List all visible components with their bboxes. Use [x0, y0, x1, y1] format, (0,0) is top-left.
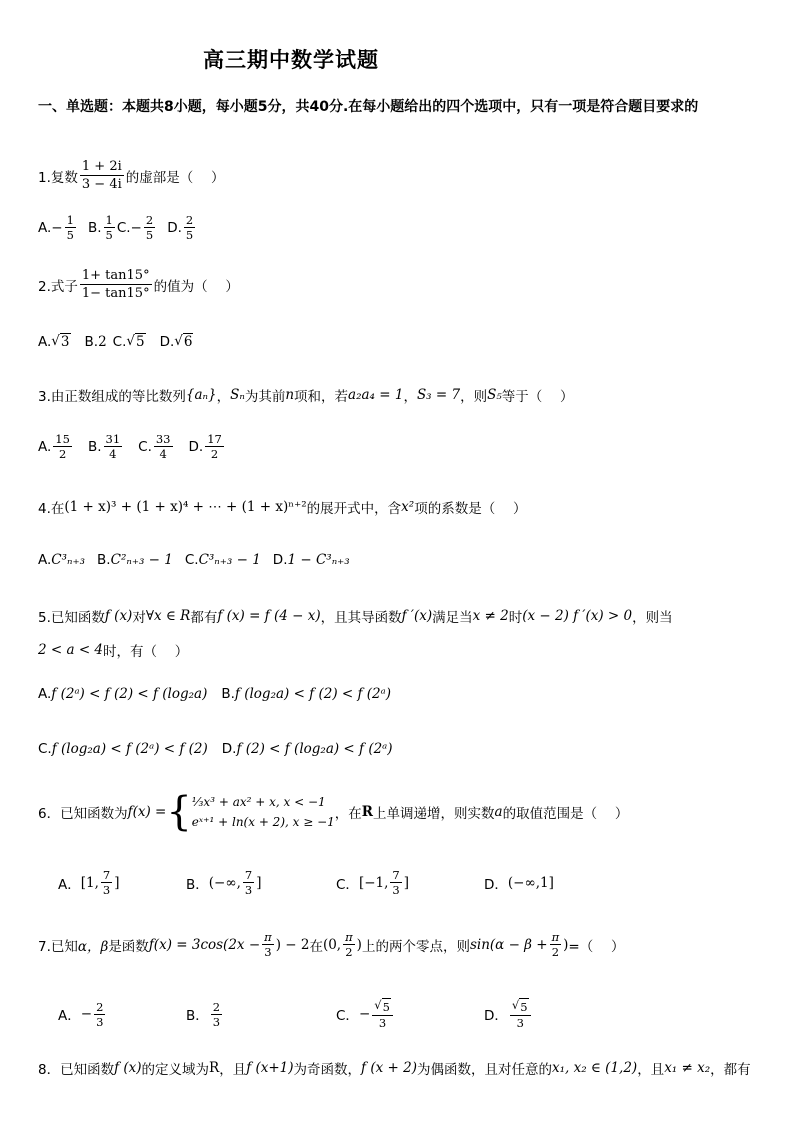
- q1-fraction: [80, 158, 124, 193]
- q5-option-a[interactable]: [38, 686, 207, 702]
- q3-sequence: {aₙ}: [185, 387, 217, 403]
- option-sign: −: [80, 1006, 93, 1022]
- q6-option-b[interactable]: [186, 868, 326, 897]
- frac-num: [372, 998, 393, 1016]
- q8-text: ，且: [219, 1062, 247, 1078]
- question-6: [38, 789, 629, 835]
- frac-den: 3: [96, 1014, 104, 1029]
- question-5: [38, 606, 673, 626]
- q3-n: n: [285, 387, 295, 403]
- option-fraction: [243, 868, 254, 897]
- q8-text: 的定义域为: [141, 1062, 210, 1078]
- option-label: D．: [484, 876, 508, 893]
- q5-forall: ∀x ∈ R: [145, 608, 191, 624]
- q7-text: 7.已知: [38, 938, 78, 955]
- q3-option-d[interactable]: [189, 432, 226, 461]
- q2-options: [38, 333, 203, 350]
- q5-option-b[interactable]: [221, 686, 391, 702]
- q6-a: a: [494, 804, 503, 820]
- frac-den: 3: [102, 883, 111, 897]
- q3-text: 3.由正数组成的等比数列: [38, 389, 186, 405]
- option-label: D.: [188, 438, 204, 455]
- radicand: 5: [135, 334, 145, 350]
- sqrt-symbol: √ 6: [174, 333, 193, 350]
- q4-option-c[interactable]: [185, 552, 261, 568]
- q1-option-d[interactable]: [167, 213, 197, 242]
- radicand: 3: [60, 334, 70, 350]
- frac-den: 3: [392, 883, 400, 897]
- q8-x-interval: x₁, x₂ ∈ (1,2): [551, 1060, 638, 1076]
- option-label: B.: [87, 219, 102, 236]
- q7-text: =（ ）: [568, 938, 625, 955]
- frac-num: π: [264, 930, 272, 944]
- sqrt-symbol: √ 5: [126, 333, 145, 350]
- q6-fx: f(x) =: [127, 804, 167, 820]
- question-3: [38, 385, 574, 405]
- q8-f-shift-1: f (x+1): [246, 1060, 294, 1076]
- option-fraction: [205, 432, 224, 461]
- option-label: C.: [184, 552, 199, 568]
- frac-den: 3: [244, 883, 253, 897]
- frac-den: 5: [185, 228, 194, 242]
- frac-num: 1: [66, 213, 74, 227]
- q3-s5: S₅: [487, 387, 502, 403]
- radicand: 6: [183, 334, 193, 350]
- option-label: D.: [221, 741, 237, 757]
- q2-option-b[interactable]: [85, 334, 107, 350]
- q8-f-shift-2: f (x + 2): [361, 1060, 417, 1076]
- q3-sn: Sₙ: [230, 387, 245, 403]
- option-value: ]: [256, 874, 262, 891]
- q7-interval: ): [356, 936, 362, 953]
- q8-R: R: [209, 1060, 220, 1076]
- q5-text: 时，有（ ）: [103, 644, 189, 660]
- q5-fx: f (x): [104, 608, 133, 624]
- q3-option-c[interactable]: [138, 432, 174, 461]
- option-fraction: [390, 868, 401, 897]
- frac-den: 3: [516, 1016, 524, 1030]
- q6-option-a[interactable]: [58, 868, 176, 897]
- question-2: [38, 267, 239, 302]
- frac-num: 15: [55, 432, 70, 446]
- frac-den: 4: [159, 447, 167, 461]
- sqrt-symbol: √ 3: [51, 333, 70, 350]
- q1-frac-num: 1 + 2i: [81, 159, 122, 174]
- q6-case-2: eˣ⁺¹ + ln(x + 2), x ≥ −1: [191, 815, 335, 829]
- q8-text: ，都有: [710, 1062, 751, 1078]
- q6-text: ，在: [334, 806, 362, 822]
- q8-fx: f (x): [114, 1060, 142, 1076]
- question-7: [38, 930, 625, 959]
- frac-den: 3: [378, 1016, 387, 1030]
- q6-option-d[interactable]: [484, 873, 554, 893]
- q3-option-a[interactable]: [38, 432, 74, 461]
- radicand: 5: [520, 1000, 528, 1014]
- q7-option-a[interactable]: [58, 1000, 176, 1029]
- q5-range: 2 < a < 4: [38, 642, 104, 658]
- option-fraction: [510, 998, 531, 1030]
- option-label: B．: [186, 1008, 209, 1024]
- option-label: C．: [336, 1008, 359, 1024]
- option-value: [1,: [80, 874, 99, 891]
- option-label: A.: [38, 219, 52, 236]
- option-value: (−∞,: [208, 874, 241, 891]
- q7-text: 是函数: [108, 938, 149, 955]
- q6-case-1: ⅓x³ + ax² + x, x < −1: [191, 795, 326, 809]
- option-label: C.: [112, 333, 127, 350]
- option-value: f (log₂a) < f (2) < f (2ᵃ): [234, 686, 391, 702]
- frac-den: 5: [105, 228, 113, 242]
- question-5-cont: [38, 640, 188, 660]
- frac-num: π: [345, 930, 353, 944]
- frac-num: 7: [102, 868, 111, 882]
- q7-interval: (0,: [322, 936, 342, 953]
- option-label: C．: [336, 876, 359, 893]
- q5-derivative: f ′(x): [401, 608, 433, 624]
- option-fraction: [94, 1000, 105, 1029]
- q7-text: 在: [309, 938, 323, 955]
- q7-option-d[interactable]: [484, 998, 533, 1030]
- question-4: [38, 497, 527, 517]
- option-fraction: [184, 213, 195, 242]
- q5-condition: x ≠ 2: [472, 608, 509, 624]
- q1-frac-den: 3 − 4i: [81, 177, 122, 192]
- option-value: [−1,: [358, 874, 389, 891]
- option-label: D.: [167, 219, 182, 236]
- frac-num: [510, 998, 531, 1016]
- q2-suffix: 的值为（ ）: [153, 278, 239, 295]
- q2-option-d[interactable]: [160, 333, 194, 350]
- q7-option-c[interactable]: [336, 998, 474, 1030]
- question-8: [38, 1058, 751, 1078]
- q4-option-a[interactable]: [38, 552, 85, 568]
- option-value: (−∞,1]: [507, 874, 554, 891]
- q2-frac-den: 1− tan15°: [81, 286, 150, 301]
- frac-den: 5: [145, 228, 154, 242]
- q4-option-b[interactable]: [97, 552, 173, 568]
- frac-den: 3: [264, 945, 272, 959]
- option-fraction: [53, 432, 72, 461]
- q5-equation: f (x) = f (4 − x): [217, 608, 321, 624]
- option-value: ]: [403, 874, 410, 891]
- q7-sin: sin(α − β +: [469, 936, 548, 953]
- q7-fx-tail: ) − 2: [275, 936, 310, 953]
- q7-options: [58, 998, 543, 1030]
- option-fraction: [372, 998, 393, 1030]
- q1-option-a[interactable]: [38, 213, 78, 242]
- frac-den: 2: [210, 447, 219, 461]
- q2-option-a[interactable]: [38, 333, 71, 350]
- option-fraction: [65, 213, 76, 242]
- frac-num: π: [551, 930, 560, 944]
- q4-expression: (1 + x)³ + (1 + x)⁴ + ⋯ + (1 + x)ⁿ⁺²: [64, 499, 307, 515]
- option-fraction: [144, 213, 155, 242]
- frac-num: 2: [145, 213, 154, 227]
- frac-num: 2: [185, 213, 194, 227]
- frac-num: 2: [96, 999, 104, 1014]
- option-fraction: [154, 432, 173, 461]
- q8-text: ，且: [637, 1062, 665, 1078]
- option-sign: −: [130, 219, 142, 236]
- option-label: A.: [38, 333, 52, 350]
- option-label: D．: [484, 1008, 508, 1024]
- q7-pi-over-3: [262, 930, 274, 959]
- option-label: D.: [159, 333, 175, 350]
- q3-text: 项和，若: [294, 389, 349, 405]
- frac-num: 33: [155, 432, 171, 446]
- sqrt-symbol: √ 5: [511, 998, 528, 1014]
- option-label: D.: [272, 552, 288, 568]
- frac-num: 7: [244, 868, 253, 882]
- q3-condition-1: a₂a₄ = 1: [348, 387, 404, 403]
- q6-text: 上单调递增，则实数: [373, 806, 495, 822]
- q4-text: 4.在: [38, 501, 65, 517]
- option-fraction: [101, 868, 112, 897]
- q3-option-b[interactable]: [88, 432, 124, 461]
- q8-text: 为奇函数，: [293, 1062, 362, 1078]
- q6-text: 的取值范围是（ ）: [502, 806, 629, 822]
- q1-option-c[interactable]: [117, 213, 157, 242]
- q2-fraction: [80, 267, 152, 302]
- q7-pi-over-2: [343, 930, 355, 959]
- option-label: A.: [38, 686, 52, 702]
- q1-suffix: 的虚部是（ ）: [125, 169, 225, 186]
- q2-frac-num: 1+ tan15°: [81, 268, 150, 283]
- q1-options: [38, 213, 207, 242]
- q6-options: [58, 868, 564, 897]
- q7-fx: f(x) = 3cos(2x −: [148, 936, 261, 953]
- q5-text: 都有: [190, 610, 218, 626]
- option-value: C³ₙ₊₃: [51, 552, 86, 568]
- frac-num: 7: [392, 868, 400, 882]
- q5-text: 5.已知函数: [38, 610, 105, 626]
- q4-text: 项的系数是（ ）: [414, 501, 527, 517]
- option-value: 2: [98, 333, 107, 350]
- sqrt-symbol: √ 5: [374, 998, 390, 1014]
- q7-text: 上的两个零点，则: [361, 938, 470, 955]
- frac-den: 2: [58, 447, 67, 461]
- frac-den: 2: [551, 945, 560, 959]
- q3-text: ，: [216, 389, 231, 405]
- q8-text: 8．已知函数: [38, 1062, 115, 1078]
- q4-options: [38, 552, 360, 568]
- option-label: B.: [97, 552, 111, 568]
- option-value: f (log₂a) < f (2ᵃ) < f (2): [51, 741, 208, 757]
- option-label: B．: [186, 876, 209, 893]
- q6-R: R: [361, 804, 374, 820]
- option-value: ]: [114, 874, 120, 891]
- option-fraction: [104, 213, 115, 242]
- q5-text: 满足当: [432, 610, 473, 626]
- q3-condition-2: S₃ = 7: [416, 387, 461, 403]
- q8-x-neq: x₁ ≠ x₂: [664, 1060, 711, 1076]
- option-label: C.: [38, 741, 52, 757]
- option-label: A.: [38, 552, 52, 568]
- frac-den: 5: [66, 228, 74, 242]
- frac-num: 17: [207, 432, 222, 446]
- frac-den: 4: [109, 447, 117, 461]
- q3-text: ，则: [460, 389, 488, 405]
- option-label: C.: [138, 438, 152, 455]
- frac-num: 1: [105, 213, 113, 227]
- option-value: f (2ᵃ) < f (2) < f (log₂a): [51, 686, 208, 702]
- option-value: 1 − C³ₙ₊₃: [287, 552, 350, 568]
- q3-text: 等于（ ）: [501, 389, 574, 405]
- q7-sin: ): [563, 936, 569, 953]
- q5-options-row-1: [38, 686, 401, 702]
- q6-text: 6．已知函数为: [38, 806, 128, 822]
- radicand: 5: [382, 1000, 390, 1014]
- q3-text: ，: [403, 389, 417, 405]
- section-heading: 一、单选题：本题共8小题，每小题5分，共40分.在每小题给出的四个选项中，只有一项是符合题目要求的: [38, 99, 699, 115]
- left-brace: {: [166, 789, 192, 835]
- option-fraction: [104, 432, 123, 461]
- q5-text: ，且其导函数: [320, 610, 402, 626]
- q1-prefix: 1.复数: [38, 169, 78, 186]
- q2-option-c[interactable]: [113, 333, 146, 350]
- q7-pi-over-2b: [550, 930, 562, 959]
- q7-alpha-beta: α，β: [77, 938, 109, 955]
- q8-text: 为偶函数，且对任意的: [416, 1062, 552, 1078]
- frac-den: 2: [345, 945, 353, 959]
- option-label: A．: [58, 1008, 81, 1024]
- frac-den: 3: [212, 1014, 221, 1029]
- q3-text: 为其前: [244, 389, 286, 405]
- option-label: A．: [58, 876, 81, 893]
- q5-option-d[interactable]: [222, 741, 393, 757]
- frac-num: 2: [212, 999, 221, 1014]
- option-label: C.: [116, 219, 131, 236]
- q5-text: 时: [508, 610, 523, 626]
- option-value: C²ₙ₊₃ − 1: [110, 552, 173, 568]
- q5-inequality: (x − 2) f ′(x) > 0: [522, 608, 633, 624]
- option-label: B.: [84, 333, 99, 350]
- q4-text: 的展开式中，含: [306, 501, 402, 517]
- q6-piecewise: [192, 792, 335, 832]
- q7-option-b[interactable]: [186, 1000, 326, 1029]
- q5-text: 对: [132, 610, 146, 626]
- q5-text: ，则当: [632, 610, 673, 626]
- option-value: C³ₙ₊₃ − 1: [198, 552, 261, 568]
- q3-options: [38, 432, 236, 461]
- option-sign: −: [51, 219, 63, 236]
- option-value: f (2) < f (log₂a) < f (2ᵃ): [236, 741, 393, 757]
- q2-prefix: 2.式子: [38, 278, 78, 295]
- q6-option-c[interactable]: [336, 868, 474, 897]
- option-label: A.: [38, 438, 52, 455]
- page-title: 高三期中数学试题: [203, 48, 379, 72]
- q1-option-b[interactable]: [88, 213, 117, 242]
- option-fraction: [211, 1000, 222, 1029]
- q4-x-squared: x²: [401, 499, 415, 515]
- option-label: B.: [87, 438, 102, 455]
- option-sign: −: [358, 1006, 371, 1022]
- question-1: [38, 158, 225, 193]
- option-label: B.: [221, 686, 235, 702]
- frac-num: 31: [105, 432, 121, 446]
- q4-option-d[interactable]: [273, 552, 350, 568]
- q5-option-c[interactable]: [38, 741, 208, 757]
- q5-options-row-2: [38, 741, 403, 757]
